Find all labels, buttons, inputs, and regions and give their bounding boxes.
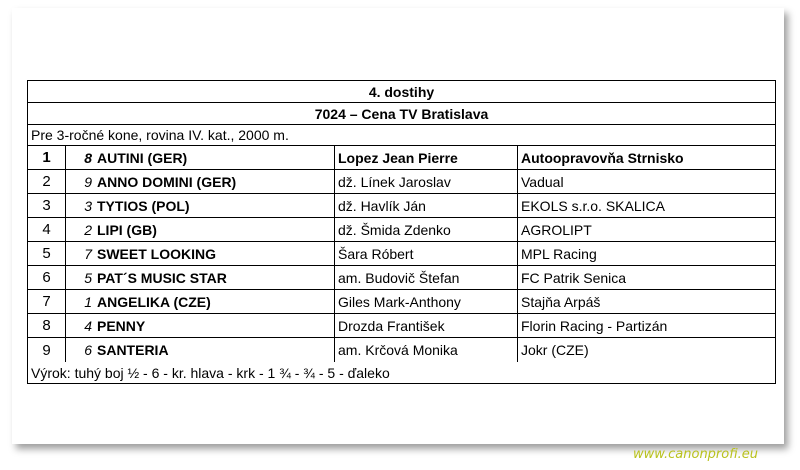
horse-name: ANNO DOMINI (GER)	[95, 170, 335, 193]
horse-name: TYTIOS (POL)	[95, 194, 335, 217]
table-row	[28, 170, 775, 194]
start-number: 6	[84, 342, 92, 358]
race-heading-row	[28, 81, 775, 103]
race-name-row	[28, 103, 775, 125]
jockey-name: dž. Šmida Zdenko	[335, 218, 518, 241]
owner-name: MPL Racing	[521, 245, 597, 262]
start-number: 1	[84, 293, 92, 310]
finish-position: 1	[28, 146, 66, 169]
finish-position: 4	[28, 218, 66, 241]
start-number: 8	[84, 149, 92, 166]
start-number: 7	[84, 245, 92, 262]
owner-name: Vadual	[521, 173, 564, 190]
start-number: 3	[84, 197, 92, 214]
finish-position: 5	[28, 242, 66, 265]
table-row	[28, 194, 775, 218]
race-name: 7024 – Cena TV Bratislava	[314, 105, 489, 122]
horse-name: SANTERIA	[95, 338, 335, 362]
table-row	[28, 242, 775, 266]
owner-name: EKOLS s.r.o. SKALICA	[521, 197, 665, 214]
jockey-name: am. Budovič Štefan	[335, 266, 518, 289]
finish-position: 3	[28, 194, 66, 217]
table-row	[28, 218, 775, 242]
start-number: 9	[84, 173, 92, 190]
finish-position: 6	[28, 266, 66, 289]
owner-name: AGROLIPT	[521, 221, 592, 238]
horse-name: LIPI (GB)	[95, 218, 335, 241]
jockey-name: Šara Róbert	[335, 242, 518, 265]
table-row	[28, 146, 775, 170]
horse-name: PAT´S MUSIC STAR	[95, 266, 335, 289]
owner-name: Jokr (CZE)	[521, 342, 589, 358]
table-row	[28, 266, 775, 290]
finish-position: 8	[28, 314, 66, 337]
horse-name: ANGELIKA (CZE)	[95, 290, 335, 313]
horse-name: PENNY	[95, 314, 335, 337]
table-row	[28, 338, 775, 362]
jockey-name: dž. Havlík Ján	[335, 194, 518, 217]
finish-position: 7	[28, 290, 66, 313]
jockey-name: am. Krčová Monika	[335, 338, 518, 362]
table-row	[28, 290, 775, 314]
owner-name: FC Patrik Senica	[521, 269, 627, 286]
jockey-name: Drozda František	[335, 314, 518, 337]
race-result: Výrok: tuhý boj ½ - 6 - kr. hlava - krk - 1 ¾ - ¾ - 5 - ďaleko	[31, 364, 390, 381]
finish-position: 9	[28, 338, 66, 362]
race-results-table	[27, 80, 776, 384]
horse-name: SWEET LOOKING	[95, 242, 335, 265]
race-heading: 4. dostihy	[368, 83, 435, 100]
jockey-name: Giles Mark-Anthony	[335, 290, 518, 313]
finish-position: 2	[28, 170, 66, 193]
race-result-row	[28, 362, 775, 383]
owner-name: Stajňa Arpáš	[521, 293, 601, 310]
start-number: 4	[84, 317, 92, 334]
jockey-name: dž. Línek Jaroslav	[335, 170, 518, 193]
owner-name: Florin Racing - Partizán	[521, 317, 668, 334]
table-row	[28, 314, 775, 338]
start-number: 5	[84, 269, 92, 286]
watermark: www.canonprofi.eu	[632, 447, 758, 462]
owner-name: Autoopravovňa Strnisko	[521, 149, 684, 166]
start-number: 2	[84, 221, 92, 238]
jockey-name: Lopez Jean Pierre	[335, 146, 518, 169]
race-conditions: Pre 3-ročné kone, rovina IV. kat., 2000 m.	[31, 127, 289, 143]
race-conditions-row	[28, 125, 775, 146]
horse-name: AUTINI (GER)	[95, 146, 335, 169]
